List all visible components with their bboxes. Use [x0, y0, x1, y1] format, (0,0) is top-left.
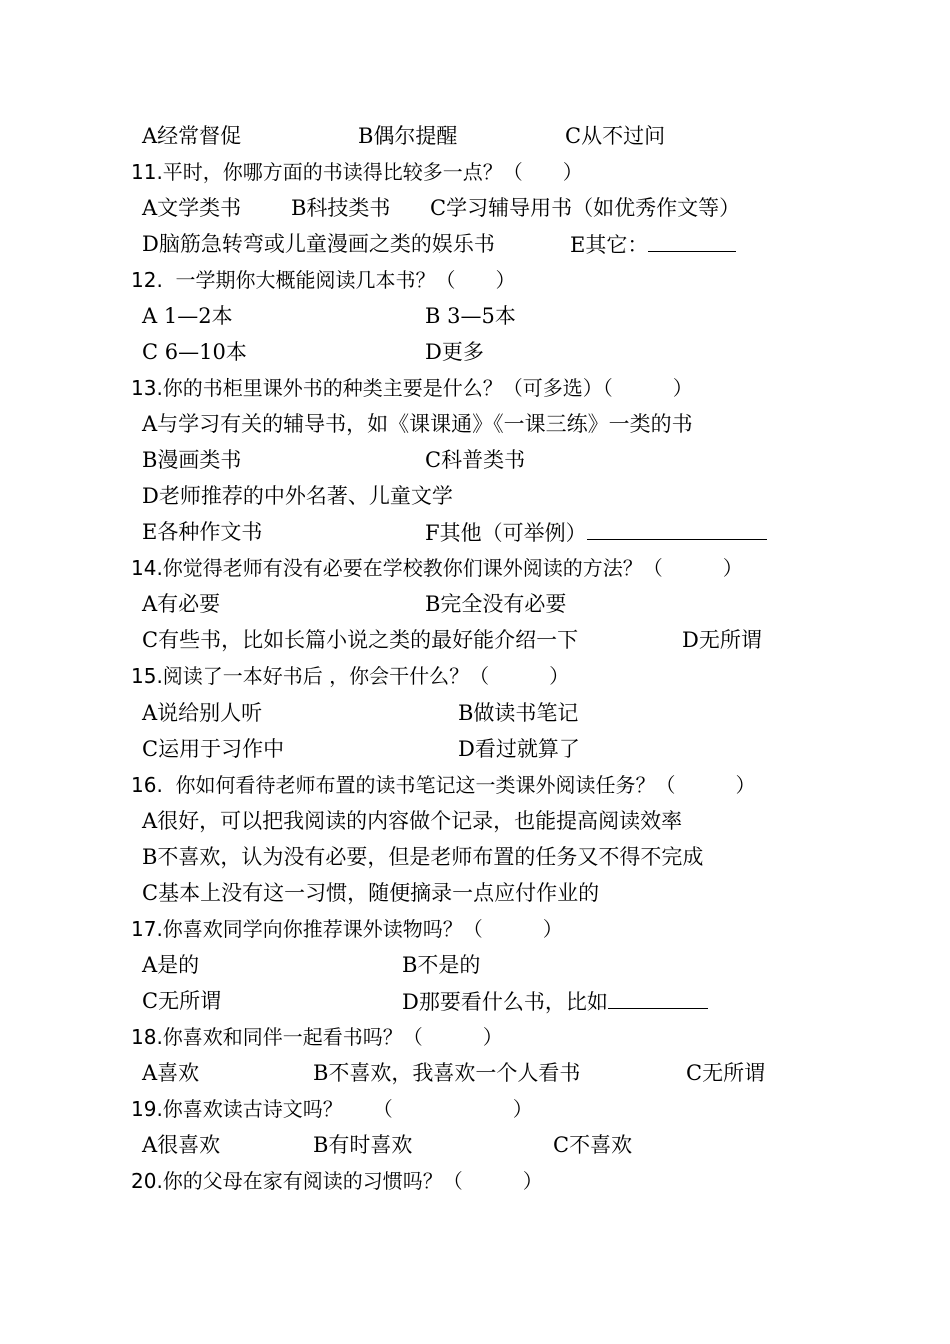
q11-option-e-label: E其它：: [570, 233, 649, 257]
q17-example-blank[interactable]: [608, 988, 708, 1009]
q19-option-a: A很喜欢: [142, 1133, 221, 1157]
question-16: 16. 你如何看待老师布置的读书笔记这一类课外阅读任务？（ ）: [131, 773, 756, 797]
question-12: 12. 一学期你大概能阅读几本书？（ ）: [131, 268, 516, 292]
question-18: 18.你喜欢和同伴一起看书吗？（ ）: [131, 1025, 503, 1049]
q14-option-c: C有些书，比如长篇小说之类的最好能介绍一下: [142, 628, 579, 652]
q11-option-b: B科技类书: [291, 196, 391, 220]
q11-other-blank[interactable]: [648, 231, 736, 252]
q13-option-f-label: F其他（可举例）: [425, 521, 587, 545]
q12-option-b: B 3—5本: [425, 304, 516, 328]
q19-option-c: C不喜欢: [553, 1133, 633, 1157]
q17-option-a: A是的: [142, 953, 200, 977]
q15-option-b: B做读书笔记: [458, 701, 579, 725]
q11-option-c: C学习辅导用书（如优秀作文等）: [430, 196, 741, 220]
question-19: 19.你喜欢读古诗文吗？ （ ）: [131, 1097, 533, 1121]
option-prev-c: C从不过问: [565, 124, 666, 148]
q16-option-c: C基本上没有这一习惯，随便摘录一点应付作业的: [142, 881, 600, 905]
q18-option-b: B不喜欢，我喜欢一个人看书: [313, 1061, 581, 1085]
question-17: 17.你喜欢同学向你推荐课外读物吗？（ ）: [131, 917, 563, 941]
q14-option-a: A有必要: [142, 592, 221, 616]
q13-option-d: D老师推荐的中外名著、儿童文学: [142, 484, 453, 508]
q13-option-c: C科普类书: [425, 448, 526, 472]
q16-option-b: B不喜欢，认为没有必要，但是老师布置的任务又不得不完成: [142, 845, 704, 869]
q13-option-b: B漫画类书: [142, 448, 242, 472]
q18-option-c: C无所谓: [686, 1061, 766, 1085]
q14-option-d: D无所谓: [682, 628, 762, 652]
question-11: 11.平时，你哪方面的书读得比较多一点？（ ）: [131, 160, 583, 184]
q15-option-a: A说给别人听: [142, 701, 263, 725]
q13-option-a: A与学习有关的辅导书，如《课课通》《一课三练》一类的书: [142, 412, 693, 436]
q17-option-d-label: D那要看什么书，比如: [402, 990, 608, 1014]
q12-option-c: C 6—10本: [142, 340, 247, 364]
q16-option-a: A很好，可以把我阅读的内容做个记录，也能提高阅读效率: [142, 809, 683, 833]
q12-option-a: A 1—2本: [142, 304, 233, 328]
question-15: 15.阅读了一本好书后 ，你会干什么？（ ）: [131, 664, 570, 688]
question-20: 20.你的父母在家有阅读的习惯吗？（ ）: [131, 1169, 543, 1193]
q15-option-d: D看过就算了: [458, 737, 580, 761]
q19-option-b: B有时喜欢: [313, 1133, 413, 1157]
option-prev-a: A经常督促: [142, 124, 242, 148]
q13-other-blank[interactable]: [587, 519, 767, 540]
question-14: 14.你觉得老师有没有必要在学校教你们课外阅读的方法？（ ）: [131, 556, 743, 580]
option-prev-b: B偶尔提醒: [358, 124, 458, 148]
q18-option-a: A喜欢: [142, 1061, 200, 1085]
q13-option-e: E各种作文书: [142, 520, 263, 544]
q17-option-c: C无所谓: [142, 989, 222, 1013]
q15-option-c: C运用于习作中: [142, 737, 285, 761]
q17-option-b: B不是的: [402, 953, 481, 977]
q12-option-d: D更多: [425, 340, 484, 364]
q11-option-e: [570, 231, 736, 258]
q11-option-d: D脑筋急转弯或儿童漫画之类的娱乐书: [142, 232, 495, 256]
q17-option-d: [402, 988, 708, 1015]
q14-option-b: B完全没有必要: [425, 592, 567, 616]
q11-option-a: A文学类书: [142, 196, 242, 220]
question-13: 13.你的书柜里课外书的种类主要是什么？（可多选）（ ）: [131, 376, 693, 400]
q13-option-f: [425, 519, 767, 546]
